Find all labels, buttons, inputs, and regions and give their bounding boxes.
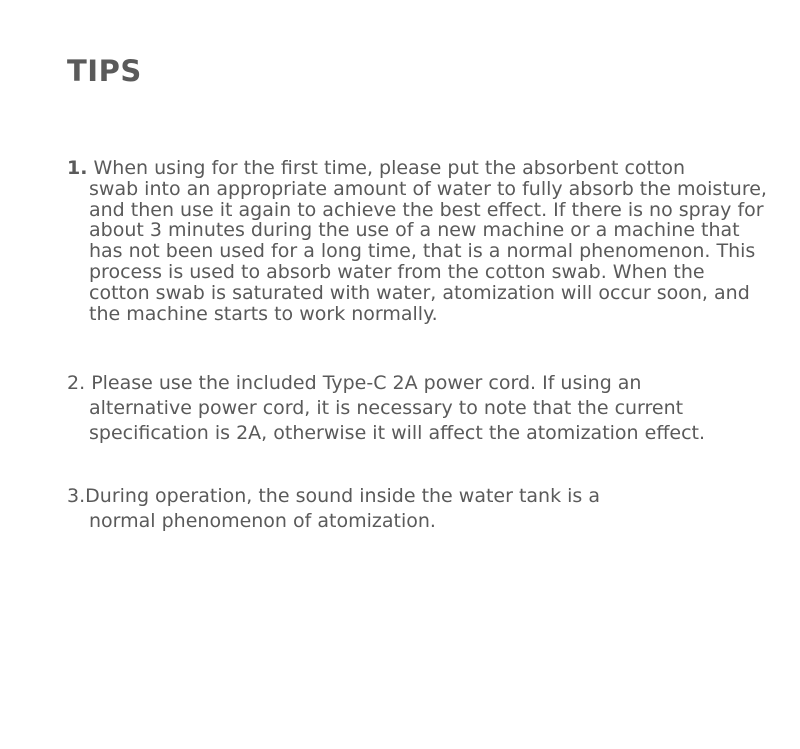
tip-number: 2.	[67, 372, 86, 394]
tip-text-start: When using for the first time, please put the absorbent cotton	[93, 157, 686, 179]
tip-text-start: Please use the included Type-C 2A power cord. If using an	[91, 372, 642, 394]
page-title: TIPS	[67, 54, 142, 88]
tip-item-1	[67, 158, 767, 324]
tip-text-continued: alternative power cord, it is necessary to note that the current specification is 2A, otherwise it will affect the atomization effect.	[89, 397, 706, 444]
tip-item-3	[67, 484, 667, 534]
tip-number: 3.	[67, 485, 86, 507]
tip-first-line	[67, 371, 767, 396]
tip-number: 1.	[67, 157, 88, 179]
tip-text-continued: normal phenomenon of atomization.	[89, 510, 436, 532]
tip-text-continued: swab into an appropriate amount of water to fully absorb the moisture, and then use it again to achieve the best effect. If there is no spray for about 3 minutes during the use of a new machine or a machine that has not been used for a long time, that is a normal phenomenon. This process is used to absorb water from the cotton swab. When the cotton swab is saturated with water, atomization will occur soon, and the machine starts to work normally.	[89, 177, 767, 325]
tip-item-2	[67, 371, 767, 446]
tip-text-start: During operation, the sound inside the water tank is a	[85, 485, 600, 507]
tip-first-line	[67, 484, 667, 509]
tip-first-line	[67, 158, 767, 179]
